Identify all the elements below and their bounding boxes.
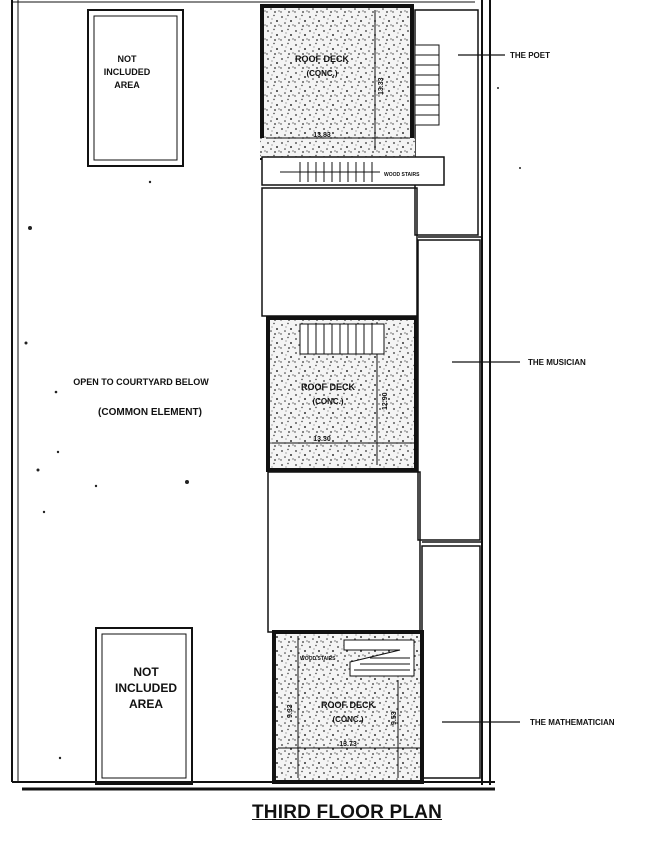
roof-deck-math-sub: (CONC.) — [332, 715, 364, 724]
courtyard-label: OPEN TO COURTYARD BELOW — [73, 377, 209, 387]
musician-height-dim: 12.90 — [382, 392, 389, 410]
not-included-top-line1: NOT — [117, 54, 137, 64]
roof-deck-poet-label: ROOF DECK — [295, 54, 349, 64]
unit-label-mathematician: THE MATHEMATICIAN — [530, 718, 615, 727]
common-element-label: (COMMON ELEMENT) — [98, 407, 202, 418]
not-included-bottom-line2: INCLUDED — [115, 681, 177, 695]
roof-deck-poet-sub: (CONC.) — [306, 69, 338, 78]
roof-deck-musician-label: ROOF DECK — [301, 382, 355, 392]
roof-deck-musician — [268, 318, 416, 470]
roof-deck-poet — [260, 6, 439, 158]
musician-width-dim: 13.30 — [313, 436, 331, 443]
not-included-top-line3: AREA — [114, 80, 140, 90]
math-left-dim: 9.33 — [287, 704, 294, 718]
roof-deck-math-label: ROOF DECK — [321, 700, 375, 710]
plan-title: THIRD FLOOR PLAN — [251, 802, 443, 823]
poet-width-dim: 13.83 — [313, 132, 331, 139]
unit-label-musician: THE MUSICIAN — [528, 358, 586, 367]
not-included-bottom-line1: NOT — [133, 665, 159, 679]
roof-deck-musician-sub: (CONC.) — [312, 397, 344, 406]
poet-height-dim: 13.33 — [378, 77, 385, 95]
unit-label-poet: THE POET — [510, 51, 551, 60]
math-width-dim: 13.73 — [339, 741, 357, 748]
wood-stairs-poet-label: WOOD STAIRS — [384, 172, 420, 178]
not-included-top-line2: INCLUDED — [103, 67, 151, 77]
wood-stairs-poet — [262, 157, 444, 185]
wood-stairs-math-label: WOOD STAIRS — [300, 656, 336, 662]
not-included-bottom-line3: AREA — [128, 697, 164, 711]
math-height-dim: 9.53 — [391, 711, 398, 725]
